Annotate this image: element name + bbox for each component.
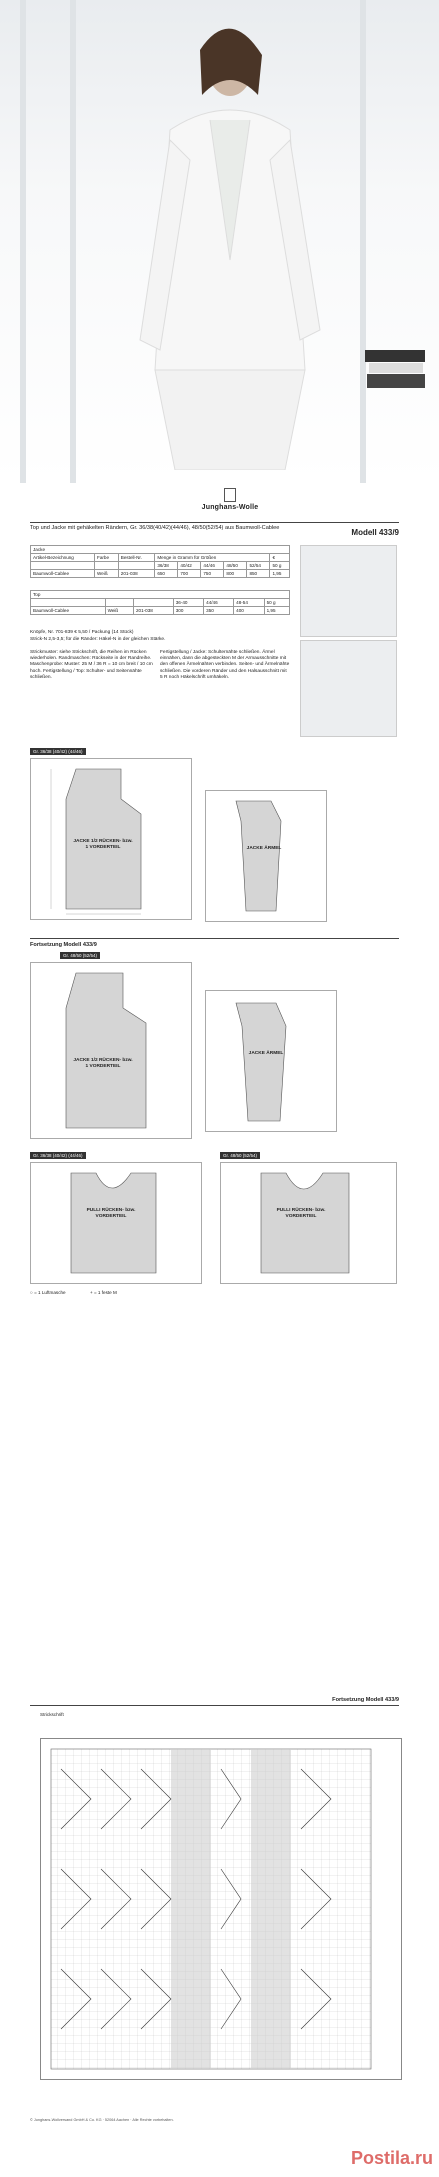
piece-label: JACKE 1/2 RÜCKEN- bzw. 1 VORDERTEIL <box>73 1058 133 1070</box>
needles-note: Strick-N 2,5-3,5; für die Ränder: Häkel-N in der gleichen Stärke. <box>30 637 166 642</box>
size-cell: 48/50 <box>224 562 247 570</box>
table-cell: 800 <box>224 570 247 578</box>
size-cell: 36-40 <box>173 599 203 607</box>
table-cell: Baumwoll-Cablee <box>31 607 106 615</box>
piece-label: JACKE ÄRMEL <box>246 846 282 851</box>
thumbnail-top <box>300 640 397 737</box>
piece-label: PULLI RÜCKEN- bzw. VORDERTEIL <box>86 1208 136 1220</box>
piece-label: JACKE ÄRMEL <box>248 1051 284 1056</box>
size-cell: 50 g <box>264 599 289 607</box>
schematic-pulli-small <box>30 1162 202 1284</box>
legend-text: = 1 Luftmasche <box>34 1290 66 1295</box>
table-cell: 700 <box>178 570 201 578</box>
brand-logo <box>200 488 260 511</box>
divider <box>30 1705 399 1706</box>
table-cell: Weiß <box>105 607 133 615</box>
knitting-chart <box>40 1738 402 2080</box>
window-frame <box>20 0 26 483</box>
header-cell: Menge in Gramm für Größen <box>155 554 270 562</box>
schematic-jacke-sleeve <box>205 790 327 922</box>
size-label: Gr. 48/50 (52/54) <box>220 1152 260 1159</box>
size-cell: 52/54 <box>247 562 270 570</box>
table-cell: 201-038 <box>133 607 173 615</box>
size-label: Gr. 36/38 (40/42) (44/46) <box>30 1152 86 1159</box>
chart-grid <box>41 1739 401 2079</box>
table-cell: 201-038 <box>118 570 155 578</box>
table-cell: 1,95 <box>264 607 289 615</box>
table-cell: 1,95 <box>270 570 290 578</box>
table-title: Top <box>31 591 290 599</box>
chart-label: Strickschrift <box>40 1712 64 1717</box>
legend-chain: ○ = 1 Luftmasche <box>30 1290 66 1295</box>
table-cell: Baumwoll-Cablee <box>31 570 95 578</box>
table-cell: 650 <box>155 570 178 578</box>
instructions-col1: Strickmuster: siehe Strickschrift, die Reihen im Rücken wiederholen. Randmaschen: Rückseite in der Randreihe. Maschenprobe: Muster: 25 M / 36 R = 10 cm breit / 10 cm hoch. Fertigstellung / Top: Schulter- und Seitennähte schließen. <box>30 650 153 680</box>
jacke-material-table <box>30 545 290 578</box>
divider <box>30 522 399 523</box>
schematic-pulli-large <box>220 1162 397 1284</box>
schematic-jacke-body <box>30 758 192 920</box>
legend-sc: + = 1 feste M <box>90 1290 117 1295</box>
legend-text: = 1 feste M <box>93 1290 117 1295</box>
size-cell: 50 g <box>270 562 290 570</box>
size-cell: 44/46 <box>201 562 224 570</box>
piece-label: JACKE 1/2 RÜCKEN- bzw. 1 VORDERTEIL <box>73 839 133 851</box>
books-decor <box>365 330 425 400</box>
watermark: Postila.ru <box>350 2148 433 2168</box>
buttons-note: Knöpfe, Nr. 701-839 € 5,50 / Packung (14 Stück) <box>30 630 134 635</box>
size-cell: 36/38 <box>155 562 178 570</box>
model-photo <box>0 0 439 483</box>
table-title: Jacke <box>31 546 290 554</box>
divider <box>30 938 399 939</box>
size-cell: 44/46 <box>204 599 234 607</box>
continuation-title: Fortsetzung Modell 433/9 <box>30 942 97 948</box>
window-frame <box>360 0 366 483</box>
instructions-col2: Fertigstellung / Jacke: Schulternähte schließen. Ärmel einnähen, dann die abgesteckten M der Armausschnitte mit den offenen Ärmelnähten verbinden. Seiten- und Ärmelnähte schließen. Die vorderen Ränder und den Halsausschnitt mit 5 R noch Häkelschrift umhäkeln. <box>160 650 290 680</box>
table-cell: 400 <box>234 607 264 615</box>
table-cell: 750 <box>201 570 224 578</box>
thumbnail-jacke <box>300 545 397 637</box>
footer-text: © Junghans-Wollversand GmbH & Co. KG · 52064 Aachen · Alle Rechte vorbehalten. <box>30 2118 174 2122</box>
table-cell: 850 <box>247 570 270 578</box>
logo-mark-icon <box>224 488 236 502</box>
top-material-table <box>30 590 290 615</box>
schematic-jacke-sleeve-large <box>205 990 337 1132</box>
intro-text: Top und Jacke mit gehäkelten Rändern, Gr. 36/38(40/42)(44/46), 48/50(52/54) aus Baumwoll-Cablee <box>30 525 280 531</box>
model-number: Modell 433/9 <box>351 528 399 537</box>
table-cell: Weiß <box>95 570 119 578</box>
size-label: Gr. 48/50 (52/54) <box>60 952 100 959</box>
schematic-jacke-body-large <box>30 962 192 1139</box>
size-cell: 40/42 <box>178 562 201 570</box>
window-frame <box>70 0 76 483</box>
piece-label: PULLI RÜCKEN- bzw. VORDERTEIL <box>276 1208 326 1220</box>
header-cell: € <box>270 554 290 562</box>
model-figure <box>130 10 330 470</box>
header-cell: Bestell-Nr. <box>118 554 155 562</box>
header-cell: Farbe <box>95 554 119 562</box>
size-cell: 48-54 <box>234 599 264 607</box>
brand-name: Junghans-Wolle <box>201 504 259 511</box>
continuation-title: Fortsetzung Modell 433/9 <box>332 1697 399 1703</box>
table-cell: 350 <box>204 607 234 615</box>
header-cell: Artikel-Bezeichnung <box>31 554 95 562</box>
table-cell: 300 <box>173 607 203 615</box>
size-label: Gr. 36/38 (40/42) (44/46) <box>30 748 86 755</box>
